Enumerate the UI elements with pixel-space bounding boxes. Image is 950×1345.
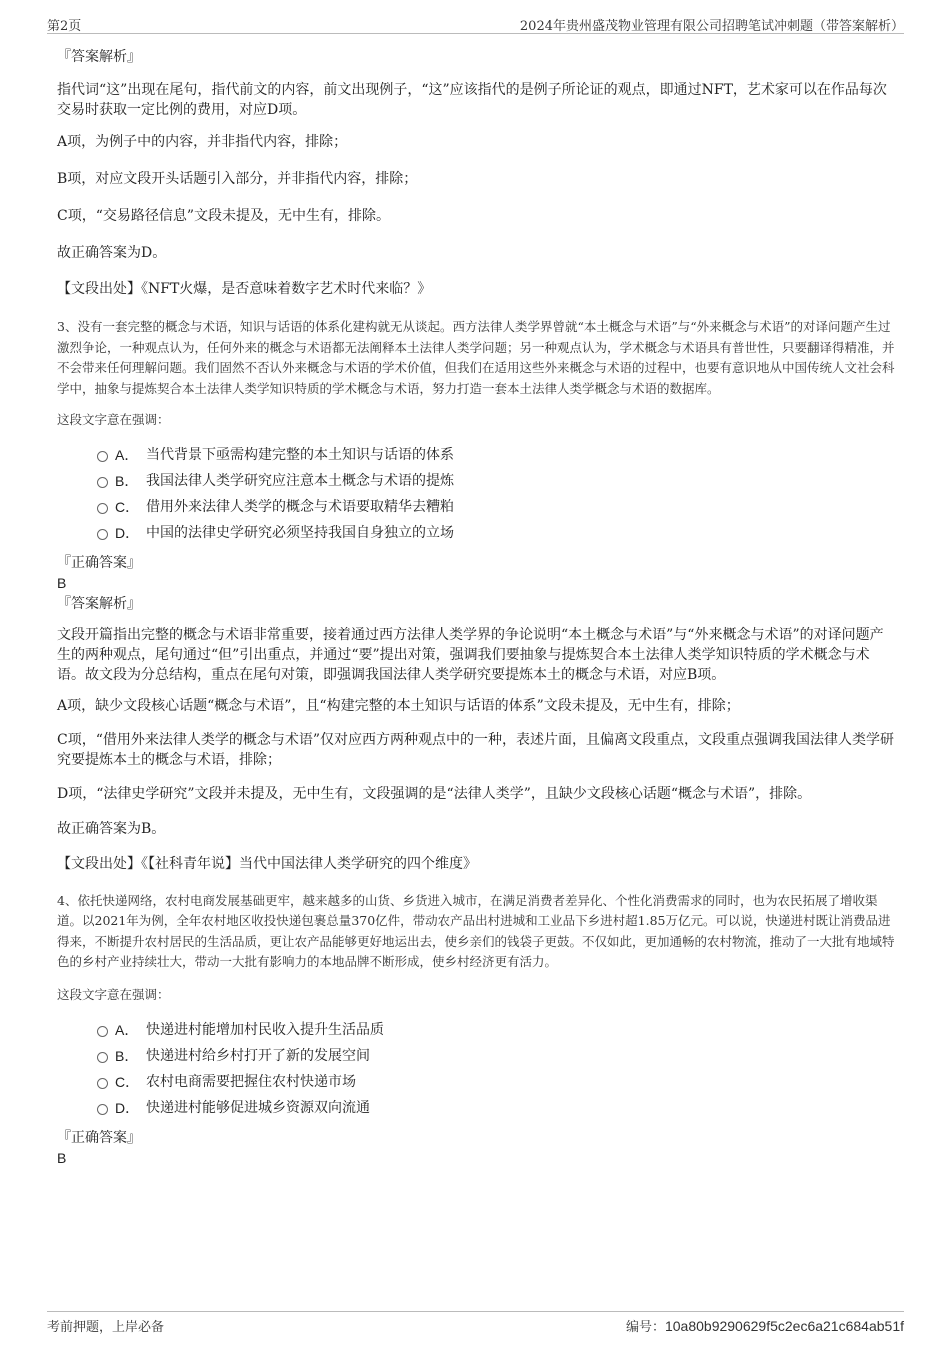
- answer-conclusion: 故正确答案为B。: [57, 820, 166, 837]
- analysis-label: 『答案解析』: [57, 49, 141, 65]
- correct-answer: B: [57, 1150, 67, 1166]
- source-citation: 【文段出处】《NFT火爆，是否意味着数字艺术时代来临？》: [57, 281, 432, 297]
- question-4-passage: 4、依托快递网络，农村电商发展基础更牢，越来越多的山货、乡货进入城市，在满足消费者差异化、个性化消费需求的同时，也为农民拓展了增收渠道。以2021年为例，全年农村地区收投快递包裹总量370亿件，带动农产品出村进城和工业品下乡进村超1.85万亿元。可以说，快递进村既让消费品进得来，不断提升农村居民的生活品质，更让农产品能够更好地运出去，使乡亲们的钱袋子更鼓。不仅如此，更加通畅的农村物流，推动了一大批有地域特色的乡村产业持续壮大，带动一大批有影响力的本地品牌不断形成，使乡村经济更有活力。: [57, 892, 895, 969]
- option-b[interactable]: B． 我国法律人类学研究应注意本土概念与术语的提炼: [57, 468, 897, 494]
- document-id: 编号：10a80b9290629f5c2ec6a21c684ab51f: [625, 1318, 904, 1335]
- radio-icon[interactable]: [97, 1104, 108, 1115]
- option-c[interactable]: C． 借用外来法律人类学的概念与术语要取精华去糟粕: [57, 494, 897, 520]
- question-4-options: [57, 1017, 897, 1121]
- option-c[interactable]: C． 农村电商需要把握住农村快递市场: [57, 1069, 897, 1095]
- option-b[interactable]: B． 快递进村给乡村打开了新的发展空间: [57, 1043, 897, 1069]
- question-4-stem: 这段文字意在强调：: [57, 986, 170, 1002]
- source-citation: 【文段出处】《【社科青年说】当代中国法律人类学研究的四个维度》: [57, 855, 477, 872]
- analysis-option-d: D项，“法律史学研究”文段并未提及，无中生有，文段强调的是“法律人类学”，且缺少文段核心话题“概念与术语”，排除。: [57, 785, 812, 802]
- question-3-stem: 这段文字意在强调：: [57, 412, 170, 427]
- option-d[interactable]: D． 快递进村能够促进城乡资源双向流通: [57, 1095, 897, 1121]
- radio-icon[interactable]: [97, 1078, 108, 1089]
- analysis-option-a: A项，为例子中的内容，并非指代内容，排除；: [57, 134, 348, 150]
- correct-answer: B: [57, 574, 67, 591]
- question-3-options: [57, 442, 897, 546]
- option-a[interactable]: A． 当代背景下亟需构建完整的本土知识与话语的体系: [57, 442, 897, 468]
- page-number: 第2页: [47, 19, 82, 34]
- radio-icon[interactable]: [97, 529, 108, 540]
- question-3-passage: 3、没有一套完整的概念与术语，知识与话语的体系化建构就无从谈起。西方法律人类学界曾就“本土概念与术语”与“外来概念与术语”的对译问题产生过激烈争论，一种观点认为，任何外来的概念与术语都无法阐释本土法律人类学问题；另一种观点认为，学术概念与术语具有普世性，只要翻译得精准，并不会带来任何理解问题。我们固然不否认外来概念与术语的学术价值，但我们在适用这些外来概念与术语的过程中，也要有意识地从中国传统人文社会科学中，抽象与提炼契合本土法律人类学知识特质的学术概念与术语，努力打造一套本土法律人类学概念与术语的数据库。: [57, 319, 895, 396]
- answer-conclusion: 故正确答案为D。: [57, 245, 167, 261]
- option-d[interactable]: D． 中国的法律史学研究必须坚持我国自身独立的立场: [57, 520, 897, 546]
- page-header: [47, 13, 904, 34]
- correct-answer-label: 『正确答案』: [57, 1130, 141, 1146]
- option-a[interactable]: A． 快递进村能增加村民收入提升生活品质: [57, 1017, 897, 1043]
- analysis-option-b: B项，对应文段开头话题引入部分，并非指代内容，排除；: [57, 171, 418, 187]
- analysis-label: 『答案解析』: [57, 595, 141, 612]
- page-footer: [47, 1311, 904, 1334]
- analysis-option-a: A项，缺少文段核心话题“概念与术语”，且“构建完整的本土知识与话语的体系”文段未提及，无中生有，排除；: [57, 697, 740, 714]
- radio-icon[interactable]: [97, 1026, 108, 1037]
- analysis-option-c: C项，“交易路径信息”文段未提及，无中生有，排除。: [57, 208, 391, 224]
- radio-icon[interactable]: [97, 1052, 108, 1063]
- radio-icon[interactable]: [97, 477, 108, 488]
- page-content: [57, 45, 897, 1168]
- radio-icon[interactable]: [97, 503, 108, 514]
- analysis-paragraph: 指代词“这”出现在尾句，指代前文的内容，前文出现例子，“这”应该指代的是例子所论证的观点，即通过NFT，艺术家可以在作品每次交易时获取一定比例的费用，对应D项。: [57, 82, 887, 118]
- analysis-option-c: C项，“借用外来法律人类学的概念与术语”仅对应西方两种观点中的一种，表述片面，且偏离文段重点，文段重点强调我国法律人类学研究要提炼本土的概念与术语，排除；: [57, 731, 895, 768]
- footer-slogan: 考前押题，上岸必备: [47, 1320, 165, 1335]
- correct-answer-label: 『正确答案』: [57, 554, 141, 571]
- document-title: 2024年贵州盛茂物业管理有限公司招聘笔试冲刺题（带答案解析）: [519, 19, 904, 34]
- radio-icon[interactable]: [97, 451, 108, 462]
- analysis-paragraph: 文段开篇指出完整的概念与术语非常重要，接着通过西方法律人类学界的争论说明“本土概念与术语”与“外来概念与术语”的对译问题产生的两种观点，尾句通过“但”引出重点，并通过“要”提出对策，强调我们要抽象与提炼契合本土法律人类学知识特质的学术概念与术语。故文段为分总结构，重点在尾句对策，即强调我国法律人类学研究要提炼本土的概念与术语，对应B项。: [57, 626, 884, 683]
